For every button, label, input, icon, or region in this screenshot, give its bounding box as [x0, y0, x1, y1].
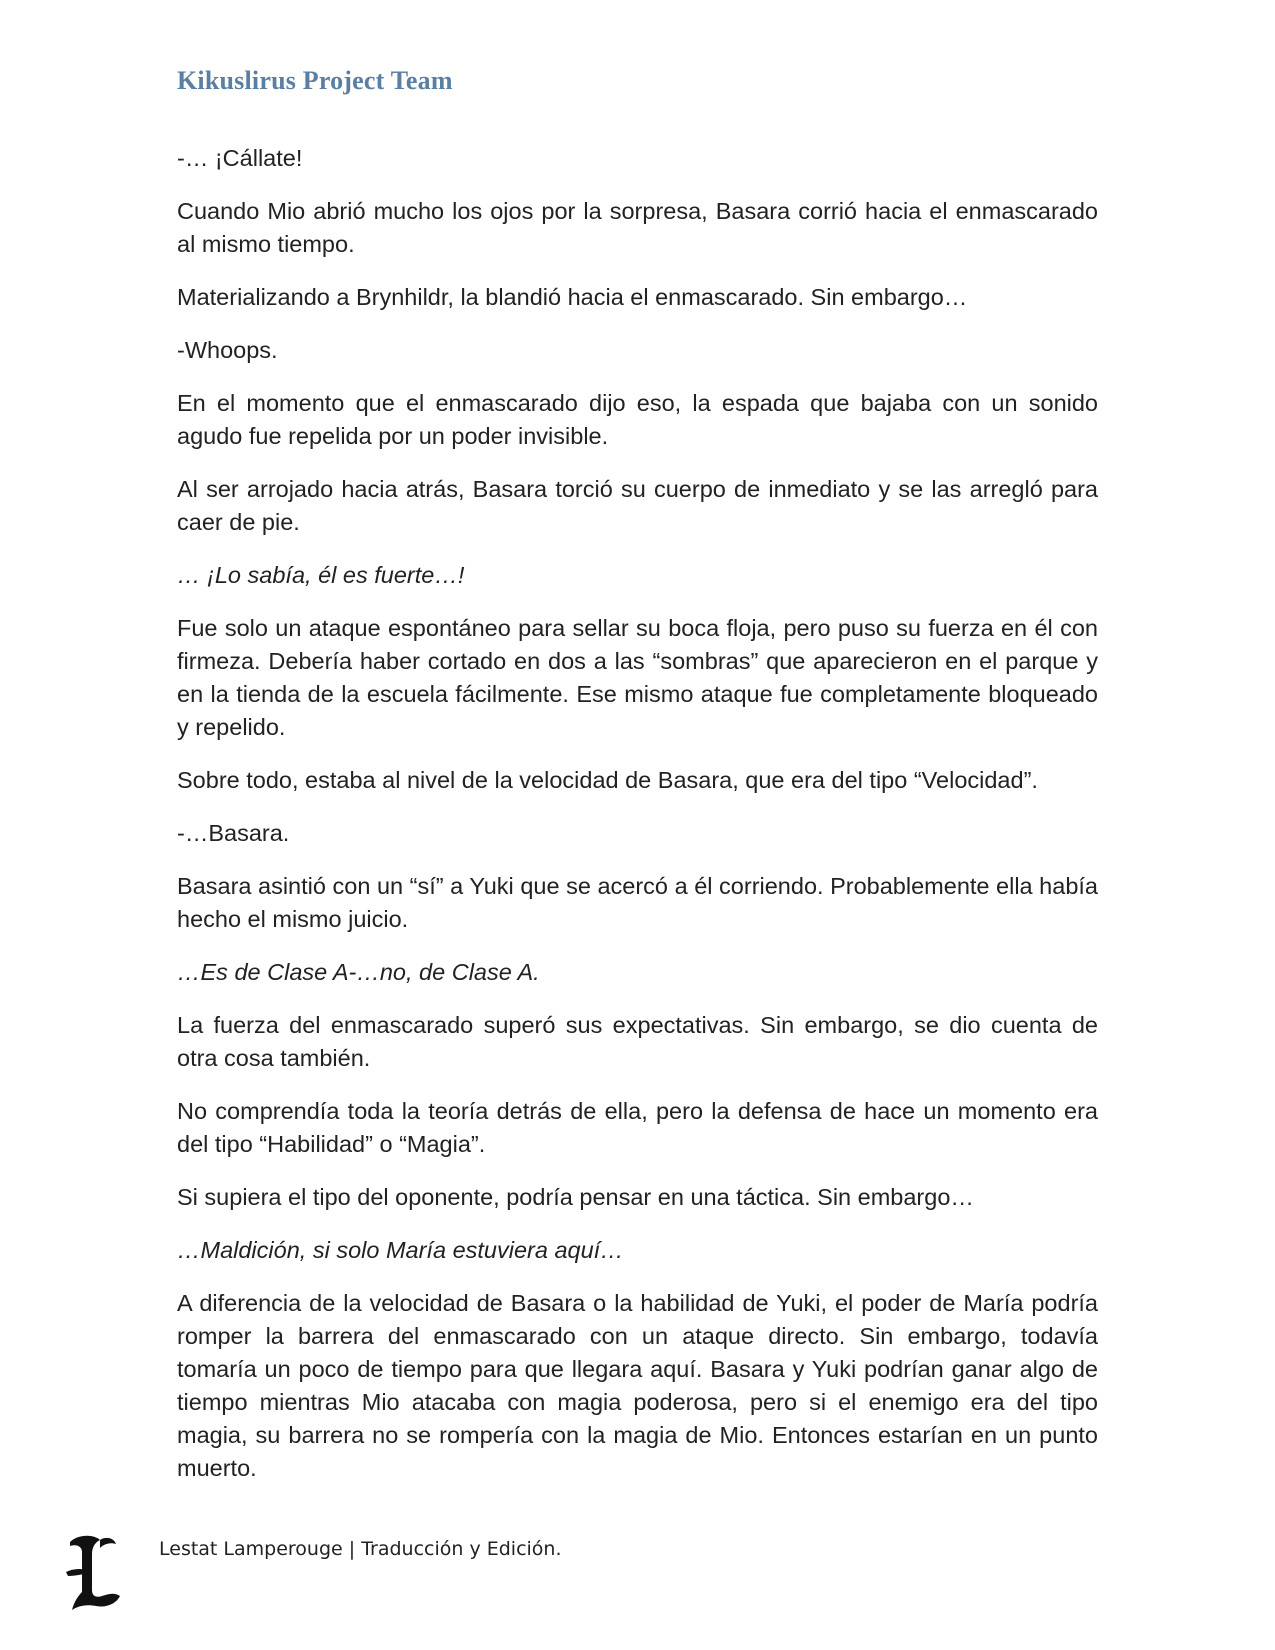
gothic-letter-l-logo-icon [64, 1532, 126, 1612]
paragraph: Cuando Mio abrió mucho los ojos por la sorpresa, Basara corrió hacia el enmascarado al mismo tiempo. [177, 198, 1098, 257]
paragraph: Al ser arrojado hacia atrás, Basara torció su cuerpo de inmediato y se las arregló para caer de pie. [177, 476, 1098, 535]
paragraph-thought: …Maldición, si solo María estuviera aquí… [177, 1237, 624, 1263]
paragraph: No comprendía toda la teoría detrás de ella, pero la defensa de hace un momento era del tipo “Habilidad” o “Magia”. [177, 1098, 1098, 1157]
paragraph: Sobre todo, estaba al nivel de la velocidad de Basara, que era del tipo “Velocidad”. [177, 767, 1038, 793]
paragraph: -…Basara. [177, 820, 290, 846]
paragraph-thought: …Es de Clase A-…no, de Clase A. [177, 959, 540, 985]
paragraph: La fuerza del enmascarado superó sus expectativas. Sin embargo, se dio cuenta de otra cosa también. [177, 1012, 1098, 1071]
paragraph: Si supiera el tipo del oponente, podría pensar en una táctica. Sin embargo… [177, 1184, 974, 1210]
paragraph: A diferencia de la velocidad de Basara o la habilidad de Yuki, el poder de María podría romper la barrera del enmascarado con un ataque directo. Sin embargo, todavía tomaría un poco de tiempo para que llegara aquí. Basara y Yuki podrían ganar algo de tiempo mientras Mio atacaba con magia poderosa, pero si el enemigo era del tipo magia, su barrera no se rompería con la magia de Mio. Entonces estarían en un punto muerto. [177, 1290, 1098, 1481]
paragraph-thought: … ¡Lo sabía, él es fuerte…! [177, 562, 465, 588]
page-header-title: Kikuslirus Project Team [177, 66, 453, 95]
paragraph: Materializando a Brynhildr, la blandió hacia el enmascarado. Sin embargo… [177, 284, 968, 310]
paragraph: -Whoops. [177, 337, 278, 363]
page-footer [64, 1532, 964, 1612]
document-body [177, 142, 1098, 1505]
footer-credit: Lestat Lamperouge | Traducción y Edición. [159, 1538, 562, 1560]
paragraph: Fue solo un ataque espontáneo para sellar su boca floja, pero puso su fuerza en él con firmeza. Debería haber cortado en dos a las “sombras” que aparecieron en el parque y en la tienda de la escuela fácilmente. Ese mismo ataque fue completamente bloqueado y repelido. [177, 615, 1098, 740]
paragraph: En el momento que el enmascarado dijo eso, la espada que bajaba con un sonido agudo fue repelida por un poder invisible. [177, 390, 1098, 449]
paragraph: Basara asintió con un “sí” a Yuki que se acercó a él corriendo. Probablemente ella había hecho el mismo juicio. [177, 873, 1098, 932]
paragraph: -… ¡Cállate! [177, 145, 303, 171]
